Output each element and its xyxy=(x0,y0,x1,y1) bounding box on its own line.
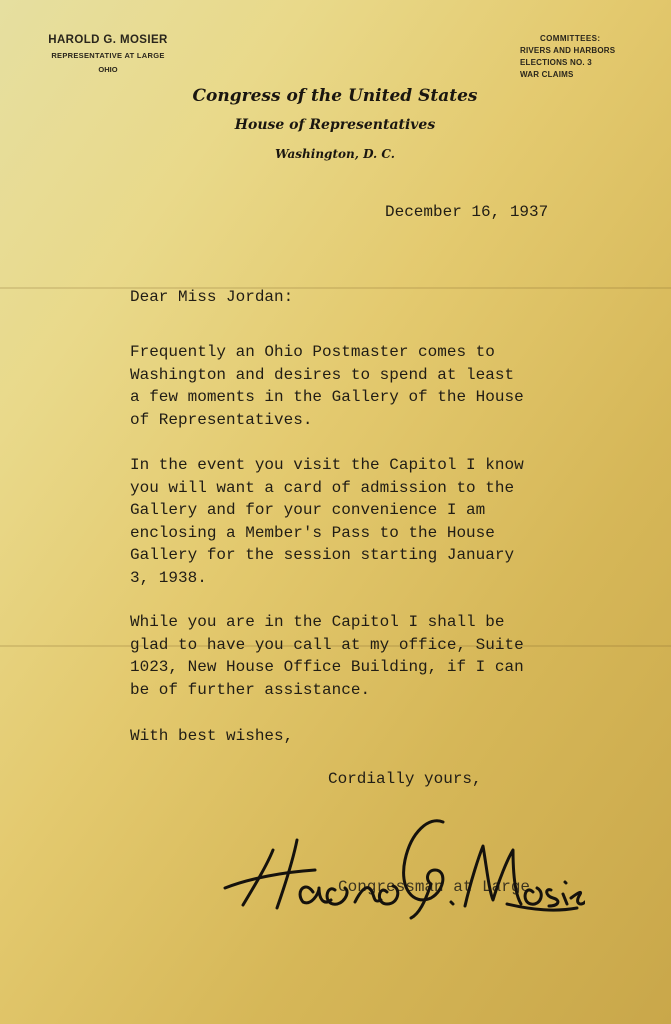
paragraph-1: Frequently an Ohio Postmaster comes to Washington and desires to spend at least a few moments in the Gallery of the House of Representatives. xyxy=(130,343,524,429)
letter-date: December 16, 1937 xyxy=(385,203,549,221)
representative-name: HAROLD G. MOSIER xyxy=(48,34,168,46)
committee-item: ELECTIONS NO. 3 xyxy=(520,58,592,67)
handwritten-signature xyxy=(215,810,585,920)
paragraph-3: While you are in the Capitol I shall be glad to have you call at my office, Suite 1023, New House Office Building, if I can be of further assistance. xyxy=(130,613,524,699)
representative-state: OHIO xyxy=(98,65,118,74)
representative-title: REPRESENTATIVE AT LARGE xyxy=(51,51,165,60)
best-wishes: With best wishes, xyxy=(130,727,294,745)
committee-item: RIVERS AND HARBORS xyxy=(520,46,616,55)
letterhead-committees xyxy=(520,34,650,79)
congress-heading: Congress of the United States xyxy=(192,86,478,106)
house-heading: House of Representatives xyxy=(234,117,436,133)
committees-title: COMMITTEES: xyxy=(540,34,601,43)
city-heading: Washington, D. C. xyxy=(275,147,395,161)
paragraph-2: In the event you visit the Capitol I know you will want a card of admission to the Gallery and for your convenience I am enclosing a Member's Pass to the House Gallery for the session starting January 3, 1938. xyxy=(130,456,524,587)
typed-signature: Congressman at Large xyxy=(338,878,531,896)
closing: Cordially yours, xyxy=(328,770,482,788)
letterhead-left xyxy=(28,34,188,74)
salutation: Dear Miss Jordan: xyxy=(130,288,294,306)
committee-item: WAR CLAIMS xyxy=(520,70,574,79)
letter-salutation xyxy=(130,287,600,307)
